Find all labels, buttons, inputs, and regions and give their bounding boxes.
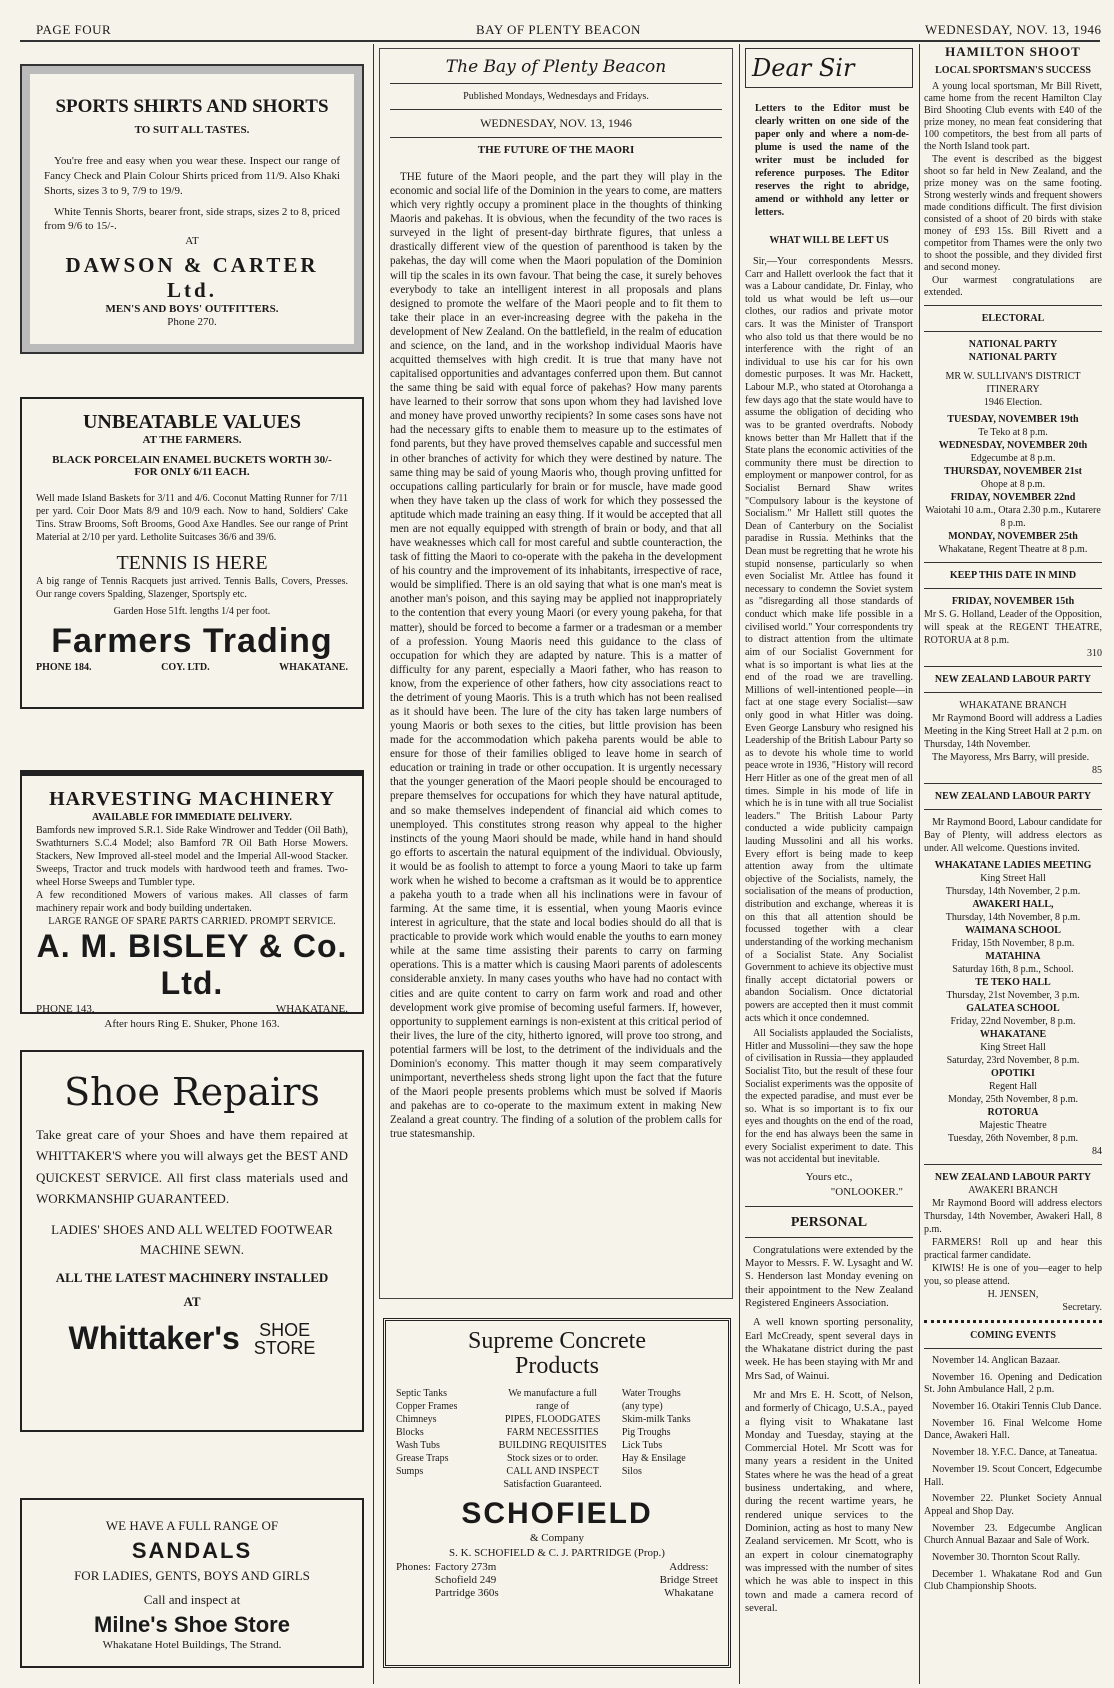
column-rule (919, 44, 920, 1684)
ad-phone-line: Partridge 360s (434, 1587, 499, 1600)
keep-date-day: FRIDAY, NOVEMBER 15th (951, 596, 1075, 607)
ad-line: WE HAVE A FULL RANGE OF (105, 1518, 279, 1533)
ad-list-item: Satisfaction Guaranteed. (503, 1479, 602, 1491)
ad-list-item: Sumps (396, 1466, 424, 1478)
ad-phone-line: Schofield 249 (434, 1574, 497, 1587)
schedule-time: Tuesday, 26th November, 8 p.m. (947, 1133, 1079, 1144)
ad-title: Shoe Repairs (64, 1070, 320, 1114)
ad-subtitle: AT THE FARMERS. (142, 434, 242, 446)
schedule-venue: AWAKERI HALL, (972, 899, 1054, 910)
editorial-heading: THE FUTURE OF THE MAORI (477, 144, 635, 156)
ad-list-item: Chimneys (396, 1414, 437, 1426)
paper-name: BAY OF PLENTY BEACON (476, 22, 641, 37)
ad-phone-line: Factory 273m (434, 1561, 497, 1574)
schedule-venue: MATAHINA (985, 951, 1041, 962)
labour-body: KIWIS! He is one of you—eager to help you, so please attend. (924, 1263, 1102, 1287)
ad-at: AT (183, 1294, 201, 1310)
letters-column (745, 48, 913, 1678)
issue-date: WEDNESDAY, NOV. 13, 1946 (925, 22, 1102, 37)
coming-event-item: November 22. Plunket Society Annual Appeal and Shop Day. (924, 1493, 1102, 1517)
ad-subhead: TENNIS IS HERE (116, 552, 268, 574)
ad-sports-shirts (20, 64, 364, 354)
coming-event-item: November 16. Final Welcome Home Dance, Awakeri Hall. (924, 1417, 1102, 1442)
ad-body: White Tennis Shorts, bearer front, side straps, sizes 2 to 8, priced from 9/6 to 15/-. (44, 205, 340, 233)
editorial-date: WEDNESDAY, NOV. 13, 1946 (480, 116, 632, 130)
ad-harvesting-machinery (20, 770, 364, 1030)
schedule-hall: Regent Hall (988, 1081, 1038, 1092)
ad-at: AT (185, 235, 199, 248)
ad-list-item: BUILDING REQUISITES (498, 1440, 607, 1452)
ad-body: Bamfords new improved S.R.1. Side Rake Windrower and Tedder (Oil Bath), Swathturners S.C.4 Model; also Bamford 7R Oil Bath Horse Mowers. Stackers, New Improved all-steel model and the Imperial All-wood Stacker. Sweeps, Tractor and truck models with hardwood teeth and frames. Two-wheel Horse Sweeps and Tumbler type. (36, 825, 348, 888)
ad-address-label: Address: (669, 1561, 709, 1574)
coming-event-item: November 16. Otakiri Tennis Club Dance. (932, 1401, 1102, 1413)
column-rule (739, 44, 740, 1684)
ad-firm: Whittaker's (68, 1320, 240, 1357)
ad-phones-label: Phones: (396, 1561, 431, 1574)
ad-subtitle: AVAILABLE FOR IMMEDIATE DELIVERY. (92, 812, 292, 823)
hamilton-paragraph: A young local sportsman, Mr Bill Rivett, came home from the recent Hamilton Clay Bird Shooting Club events with £40 of the prize money, no mean feat considering that 100 competitors, the best from all parts of the North Island took part. (924, 81, 1102, 152)
coming-event-item: November 30. Thornton Scout Rally. (932, 1551, 1081, 1563)
meeting-day: WEDNESDAY, NOVEMBER 20th (938, 440, 1088, 451)
ad-list-item: (any type) (621, 1401, 663, 1413)
ad-list-item: Pig Troughs (621, 1427, 671, 1439)
ad-list-item: Grease Traps (396, 1453, 449, 1465)
column-rule (373, 44, 374, 1684)
ad-title: HARVESTING MACHINERY (49, 788, 335, 810)
ad-store (254, 1321, 316, 1357)
editorial-column (379, 48, 733, 1299)
ad-list-item: Silos (621, 1466, 642, 1478)
divider (924, 1320, 1102, 1323)
labour-body: Mr Raymond Boord will address a Ladies Meeting in the King Street Hall at 2 p.m. on Thursday, 14th November. (924, 713, 1102, 750)
ad-proprietors: S. K. SCHOFIELD & C. J. PARTRIDGE (Prop.) (449, 1547, 665, 1560)
ad-firm: DAWSON & CARTER Ltd. (65, 253, 319, 303)
letters-notice: Letters to the Editor must be clearly written on one side of the paper only and where a nom-de-plume is used the name of the writer must be included for reference purposes. The Editor reserves the right to abridge, amend or withhold any letter or letters. (755, 103, 909, 218)
ad-title: SANDALS (131, 1538, 253, 1563)
coming-events-list (924, 1355, 1102, 1594)
ad-list-item: Septic Tanks (396, 1388, 448, 1400)
ad-number: 85 (1092, 765, 1102, 776)
schedule-time: Friday, 15th November, 8 p.m. (951, 938, 1075, 949)
coming-event-item: November 23. Edgecumbe Anglican Church Annual Bazaar and Sale of Work. (924, 1522, 1102, 1547)
masthead: The Bay of Plenty Beacon (445, 57, 667, 77)
ad-phones (435, 1561, 499, 1601)
meeting-day: MONDAY, NOVEMBER 25th (948, 531, 1078, 542)
ad-phone: PHONE 184. (36, 662, 92, 673)
ad-list-right (622, 1387, 718, 1491)
ad-shoe-repairs (20, 1050, 364, 1432)
meeting-day: FRIDAY, NOVEMBER 22nd (950, 492, 1076, 503)
schedule-venue: TE TEKO HALL (975, 977, 1051, 988)
hamilton-heading: HAMILTON SHOOT (945, 44, 1081, 59)
letter-heading: WHAT WILL BE LEFT US (769, 235, 889, 246)
ad-title: Products (515, 1353, 599, 1380)
right-column (924, 44, 1102, 1680)
letter-closing: Yours etc., (805, 1170, 853, 1183)
personal-heading: PERSONAL (790, 1214, 868, 1230)
ad-line: Call and inspect at (143, 1592, 241, 1607)
ad-body: Well made Island Baskets for 3/11 and 4/6. Coconut Matting Runner for 7/11 per yard. Coir Door Mats 8/9 and 10/9 each. Now to hand, Soldiers' Cake Tins. Straw Brooms, Soft Brooms, Good Axe Handles. See our range of Print Material at 2/10 per yard. Letholite Suitcases 36/6 and 39/6. (36, 493, 348, 543)
letter-paragraph: Sir,—Your correspondents Messrs. Carr and Hallett overlook the fact that it was a Labour candidate, Dr. Finlay, who told us what would be left us—our clothes, our radios and private motor cars. It was the Minister of Transport who also told us that there would be no interference with the right of an individual to use his car for his own domestic purposes. It was Mr. Hackett, Labour M.P., who stated at Otorohanga a few days ago that the state would have to assume the obligation of deciding who was to be granted overdrafts. Nobody knows better than Mr Hallett that if the State plans the economic activities of the community there must be direction to employment or manpower control, for as Socialist Bernard Shaw writes "Compulsory labour is the keystone of Socialism." Mr Hallett still quotes the Dean of Canterbury on the Socialist paradise in Russia. Methinks that the Dean must be regretting that he wrote his stupid nonsense, particularly so when even Socialist Mr. Attlee has found it necessary to condemn the Soviet system as "disregarding all those standards of conduct which make life possible in a civilised world." Your correspondents try to distract attention from the ultimate aim of our Socialist Government for what is so important is what lies at the end of the road we are travelling. Millions of well-intentioned people—in fact at one stage every Socialist—saw only good in what Hitler was doing. Even George Lansbury who resigned his Leadership of the British Labour Party so as to devote his whole time to world peace wrote in 1936, "History will record Herr Hitler as one of the great men of all times. Simple in his mode of life in which he is in tune with all true Socialist leaders." The British Labour Party conducted a wide publicity campaign lauding Mussolini and all his works. Every effort is being made to keep attention away from the ultimate objective of the Socialists, namely, the socialisation of the means of production, distribution and exchange, whereas it is on this that all attention should be focussed together with a clear understanding of the working mechanism of a Socialist State. Any Socialist Government to achieve its objective must finally accept dictatorial powers or abandon Socialism. Once dictatorial powers are accepted then it must commit acts which it once condemned. (745, 256, 913, 1024)
hamilton-section (924, 81, 1102, 299)
ad-company: & Company (529, 1532, 585, 1545)
labour-branch: AWAKERI BRANCH (968, 1185, 1058, 1196)
schedule-venue: GALATEA SCHOOL (966, 1003, 1060, 1014)
ad-headline: BLACK PORCELAIN ENAMEL BUCKETS WORTH 30/- FOR ONLY 6/11 EACH. (52, 454, 332, 478)
ad-unbeatable-values (20, 397, 364, 709)
ad-coy: COY. LTD. (161, 662, 210, 673)
coming-event-item: November 19. Scout Concert, Edgecumbe Hall. (924, 1463, 1102, 1488)
labour-heading: NEW ZEALAND LABOUR PARTY (934, 1172, 1092, 1183)
ad-list-item: Skim-milk Tanks (621, 1414, 691, 1426)
ad-store-line: STORE (253, 1337, 316, 1358)
schedule-hall: Majestic Theatre (979, 1120, 1047, 1131)
meeting-place: Te Teko at 8 p.m. (978, 427, 1048, 438)
hamilton-paragraph: Our warmest congratulations are extended. (924, 275, 1102, 298)
ad-list-item: PIPES, FLOODGATES (504, 1414, 601, 1426)
schedule-venue: OPOTIKI (991, 1068, 1035, 1079)
coming-event-item: December 1. Whakatane Rod and Gun Club Championship Shoots. (924, 1568, 1102, 1593)
ad-latest: ALL THE LATEST MACHINERY INSTALLED (55, 1270, 329, 1286)
signer: H. JENSEN, (987, 1289, 1039, 1300)
schedule-time: Thursday, 14th November, 2 p.m. (945, 886, 1081, 897)
hamilton-paragraph: The event is described as the biggest shoot so far held in New Zealand, and the prize money was on the same footing. Strong westerly winds and frequent showers made conditions difficult. The first division consisted of a shoot of 20 birds with stake money of £93 15s. Bill Rivett and a competitor from Thames were the only two to shoot the possible, and they divided first and second money. (924, 154, 1102, 273)
ad-phone: Phone 270. (167, 316, 217, 329)
header-rule (20, 40, 1100, 42)
meeting-place: Waiotahi 10 a.m., Otara 2.30 p.m., Kutarere 8 p.m. (925, 505, 1101, 529)
letter-paragraph: All Socialists applauded the Socialists, Hitler and Mussolini—they saw the hope of civilisation in Russia—they applauded Socialist Tito, but the result of these four Socialist experiments was the opposite of the expected paradise, and must ever be so. What is so important is to fix our eyes and thoughts on the end of the road, for the end has always been the same in every Socialist experiment to date. This was not accidental but inevitable. (745, 1028, 913, 1166)
meeting-place: Ohope at 8 p.m. (980, 479, 1046, 490)
personal-paragraph: A well known sporting personality, Earl McCready, spent several days in the Whakatane district during the past week. He has been staying with Mr and Mrs Sad, of Wainui. (745, 1317, 913, 1382)
labour-body: Mr Raymond Boord, Labour candidate for Bay of Plenty, will address electors as under. All welcome. Questions invited. (924, 817, 1102, 854)
ad-list-item: Lick Tubs (621, 1440, 663, 1452)
ad-store-line: SHOE (259, 1319, 311, 1340)
ad-list-item: Hay & Ensilage (621, 1453, 686, 1465)
labour-heading: NEW ZEALAND LABOUR PARTY (934, 791, 1092, 802)
meeting-day: TUESDAY, NOVEMBER 19th (947, 414, 1079, 425)
ad-list-item: Stock sizes or to order. (506, 1453, 599, 1465)
ad-address: Whakatane Hotel Buildings, The Strand. (102, 1639, 282, 1651)
ad-address-line: Bridge Street (659, 1574, 718, 1587)
schedule-venue: WAIMANA SCHOOL (965, 925, 1061, 936)
ad-town: WHAKATANE. (275, 1003, 348, 1015)
ad-subtitle: TO SUIT ALL TASTES. (134, 124, 250, 136)
schedule-time: Saturday, 23rd November, 8 p.m. (946, 1055, 1080, 1066)
personal-section (745, 1244, 913, 1616)
ad-title: UNBEATABLE VALUES (82, 411, 302, 433)
schedule-time: Friday, 22nd November, 8 p.m. (950, 1016, 1076, 1027)
personal-paragraph: Mr and Mrs E. H. Scott, of Nelson, and formerly of Chicago, U.S.A., payed a flying visit to Whakatane last Monday and Tuesday, staying at the Commercial Hotel. Mr Scott was for many years a resident in the United States where he was the head of a great business undertaking, and where, during the recent wartime years, he rendered unique services to the Dominion, acting as host to many New Zealand servicemen. Mr Scott, who is an expert in colour cinematography was impressed with the number of sites which he was able to inspect in this town and made a camera record of several. (745, 1389, 913, 1615)
ad-firm: Farmers Trading (51, 622, 333, 660)
ad-list-item: Water Troughs (621, 1388, 681, 1400)
labour-schedule (924, 859, 1102, 1145)
labour-body: FARMERS! Roll up and hear this practical farmer candidate. (924, 1237, 1102, 1261)
keep-date-body: Mr S. G. Holland, Leader of the Opposition, will speak at the REGENT THEATRE, ROTORUA at 8 p.m. (924, 609, 1102, 646)
ad-list-item: Wash Tubs (396, 1440, 440, 1452)
ad-firm: A. M. BISLEY & Co. Ltd. (36, 928, 348, 1001)
labour-heading: NEW ZEALAND LABOUR PARTY (934, 674, 1092, 685)
coming-event-item: November 16. Opening and Dedication St. John Ambulance Hall, 2 p.m. (924, 1371, 1102, 1396)
ad-supreme-concrete (383, 1318, 731, 1668)
electoral-heading: ELECTORAL (981, 313, 1045, 324)
ad-spares: LARGE RANGE OF SPARE PARTS CARRIED. PROMPT SERVICE. (48, 916, 336, 927)
itinerary-line: MR W. SULLIVAN'S DISTRICT (945, 371, 1081, 382)
ad-town: WHAKATANE. (279, 662, 348, 673)
ad-after-hours: After hours Ring E. Shuker, Phone 163. (104, 1017, 280, 1030)
schedule-time: Saturday 16th, 8 p.m., School. (952, 964, 1074, 975)
schedule-venue: WHAKATANE (979, 1029, 1047, 1040)
ad-number: 84 (1092, 1146, 1102, 1157)
party-name: NATIONAL PARTY (968, 339, 1058, 350)
coming-event-item: November 18. Y.F.C. Dance, at Taneatua. (932, 1447, 1098, 1459)
itinerary-line: ITINERARY (986, 384, 1040, 395)
ad-title: Supreme Concrete (468, 1328, 646, 1354)
party-name: NATIONAL PARTY (968, 352, 1058, 363)
ad-address (660, 1574, 718, 1600)
ad-body: A big range of Tennis Racquets just arrived. Tennis Balls, Covers, Presses. Our range covers Spalding, Slazenger, Sportsply etc. (36, 576, 348, 600)
ad-list-item: Blocks (396, 1427, 424, 1439)
ad-number: 310 (1087, 648, 1102, 659)
keep-date-heading: KEEP THIS DATE IN MIND (949, 570, 1077, 581)
ad-list-item: Copper Frames (396, 1401, 458, 1413)
ad-address-line: Whakatane (664, 1587, 714, 1600)
ad-list-item: We manufacture a full (508, 1388, 598, 1400)
coming-events-heading: COMING EVENTS (970, 1330, 1056, 1341)
labour-body: The Mayoress, Mrs Barry, will preside. (932, 752, 1090, 763)
meeting-list (924, 413, 1102, 556)
schedule-venue: WHAKATANE LADIES MEETING (934, 860, 1092, 871)
itinerary-line: 1946 Election. (983, 397, 1043, 408)
signer-title: Secretary. (1062, 1302, 1102, 1313)
ad-firm: Milne's Shoe Store (94, 1612, 290, 1637)
ad-body: You're free and easy when you wear these. Inspect our range of Fancy Check and Plain Colour Shirts priced from 11/9. Also Khaki Shorts, sizes 3 to 9, 7/9 to 19/9. (44, 155, 340, 197)
editorial-paragraph: THE future of the Maori people, and the part they will play in the economic and social life of the Dominion in the years to come, are matters which very rightly occupy a prominent place in the thoughts of thinking Maoris and pakehas. It is obvious, when the fecundity of the two races is surveyed in the light of present-day birthrate figures, that unless a drastically different view of the question of parenthood is taken by the pakehas, the day will come when the Maori population of the Dominion will tip the scales in its own favour. That being the case, it surely behoves everybody to take an intelligent interest in all proposals and plans designed to promote the welfare of the Maori people and to fit them to take their place in an ever-increasing degree with the pakeha in the development of New Zealand. On the battlefield, in the realm of education and science, on the land, and in the workshop individual Maoris have acquitted themselves with high credit. It is true that many have not capitalised opportunities and advantages conferred upon them. But cannot the same thing be said with equal force of pakehas? How many parents have learned to their sorrow that sons upon whom they had lavished love and money have proved unworthy recipients? In some cases sons have not had the necessary gifts to enable them to measure up to the estimates of fond parents, but they have proved themselves capable and successful men in other branches of activity for which they were destined by nature. The same thing may be said of young Maoris who, though proving unfitted for occupations calling particularly for brain or for muscle, have made good when they have taken up the class of work for which they possessed the aptitude which made training an easy thing. If it would be accepted that all men are not equally equipped with strength of brain or body, and that all have weaknesses which call for most careful and subtle counteraction, the task of fitting the Maori to co-operate with the pakeha in the development of his country and the improvement of its inhabitants, irrespective of race, would be simplified. There is an old saying that what is one man's meat is another man's poison, and this saying may be applied not inappropriately to the contention that every young Maori (or every young pakeha, for that matter), should be forced to become a farmer or a tradesman or a member of a profession. Young Maoris need this guidance to the class of occupation for which they are adapted by nature. This is a matter of difficulty for any parent, especially a Maori father, who has reason to know, from the experience of other fathers, how city associations react to the detriment of young Maoris. This is a truth which has not been realised as it should have been. The lure of the city has taken large numbers of young Maoris or both sexes to the cities, but little provision has been made for the accommodation which pakeha parents would be able to ensure for those of their families obliged to leave home in search of education or training in trade or other occupation. It is urgently necessary that the younger generation of the Maori people should be encouraged to prepare themselves for occupations for which they have natural aptitude, and so make themselves independent of financial aid which comes to unemployed. This constitutes strong reason why appeal to the higher instincts of the young Maori should be made, while hand in hand should go efforts to ascertain the natural equipment of the individual. Obviously, it would be as foolish to attempt to force a young Maori to take up farm work when he wished to become a craftsman as it would be to apprentice a pakeha youth to a trade when all his inclinations were in favour of farming. At the same time, it is essential, when young Maoris evince interest in agriculture, that the state and local bodies should do all that is practicable to provide work which would enable the youths to earn money while at the same time assisting their parents to carry on farming operations. This is a matter which is causing Maori parents of adolescents considerable anxiety. In many cases youths who have had no contact with cities and are quite content to carry on farm work and road and other development work give promise of becoming useful farmers. If, however, opportunity to supplement earnings is non-existent at this critical period of their lives, the lure of the city, hitherto ignored, will prove too strong, and potential farmers will be lost, to the detriment of the individuals and the Dominion's economy. This matter though it may seem comparatively unimportant, nevertheless sheds strong light upon the fact that the future of the Maori people presents problems which must be solved if Maoris and pakehas are to co-operate to the maximum extent in making New Zealand a great country. The finding of a solution of the problem calls for true statesmanship. (390, 171, 722, 1141)
coming-event-item: November 14. Anglican Bazaar. (932, 1355, 1061, 1366)
labour-body: Mr Raymond Boord will address electors Thursday, 14th November, Awakeri Hall, 8 p.m. (924, 1198, 1102, 1235)
ad-tagline: MEN'S AND BOYS' OUTFITTERS. (105, 303, 279, 316)
labour-branch: WHAKATANE BRANCH (959, 700, 1067, 711)
dear-sir-banner: Dear Sir (745, 48, 913, 88)
ad-list-item: range of (536, 1401, 570, 1413)
ad-list-left (396, 1387, 483, 1491)
publication-schedule: Published Mondays, Wednesdays and Fridays. (463, 91, 649, 102)
ad-body: A few reconditioned Mowers of various makes. All classes of farm machinery repair work and body building undertaken. (36, 890, 348, 914)
schedule-time: Monday, 25th November, 8 p.m. (947, 1094, 1079, 1105)
schedule-hall: King Street Hall (980, 873, 1046, 884)
ad-list-item: FARM NECESSITIES (506, 1427, 599, 1439)
ad-title: SPORTS SHIRTS AND SHORTS (55, 96, 329, 117)
letter-signature: "ONLOOKER." (830, 1185, 903, 1198)
personal-paragraph: Congratulations were extended by the Mayor to Messrs. F. W. Lysaght and W. S. Henderson last Monday evening on their appointment to the New Zealand Registered Engineers Association. (745, 1244, 913, 1309)
meeting-place: Edgecumbe at 8 p.m. (970, 453, 1056, 464)
page-number: PAGE FOUR (36, 22, 112, 37)
meeting-day: THURSDAY, NOVEMBER 21st (944, 466, 1082, 477)
schedule-venue: ROTORUA (987, 1107, 1039, 1118)
ad-list-mid (491, 1387, 613, 1491)
hamilton-subheading: LOCAL SPORTSMAN'S SUCCESS (935, 65, 1091, 76)
meeting-place: Whakatane, Regent Theatre at 8 p.m. (938, 544, 1088, 555)
ad-body: Take great care of your Shoes and have them repaired at WHITTAKER'S where you will always get the BEST AND QUICKEST SERVICE. All first class materials used and WORKMANSHIP GUARANTEED. (36, 1127, 348, 1207)
ad-phone: PHONE 143, (36, 1003, 95, 1015)
ad-firm: SCHOFIELD (461, 1497, 653, 1531)
ad-sandals (20, 1498, 364, 1668)
schedule-time: Thursday, 14th November, 8 p.m. (945, 912, 1081, 923)
ad-line: FOR LADIES, GENTS, BOYS AND GIRLS (74, 1568, 310, 1583)
schedule-hall: King Street Hall (980, 1042, 1046, 1053)
schedule-time: Thursday, 21st November, 3 p.m. (946, 990, 1080, 1001)
ad-ladies: LADIES' SHOES AND ALL WELTED FOOTWEAR MACHINE SEWN. (51, 1221, 333, 1257)
ad-list-item: CALL AND INSPECT (506, 1466, 599, 1478)
ad-body: Garden Hose 51ft. lengths 1/4 per foot. (113, 606, 271, 617)
